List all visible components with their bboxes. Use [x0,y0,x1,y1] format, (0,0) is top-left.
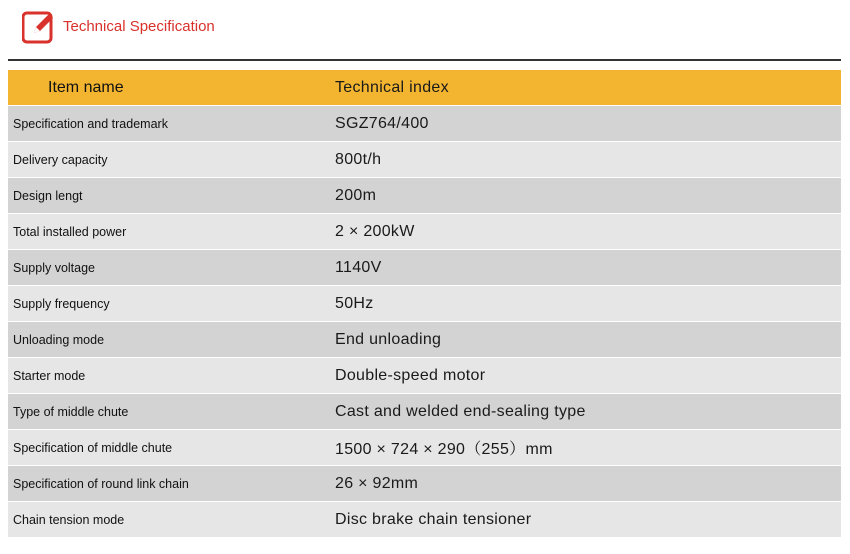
item-name-cell: Specification of middle chute [13,440,173,455]
technical-index-cell: 200m [335,186,377,204]
technical-index-cell: End unloading [335,330,442,348]
technical-index-cell: 26 × 92mm [335,474,419,492]
technical-index-cell: 50Hz [335,294,374,312]
technical-index-cell: Cast and welded end-sealing type [335,402,586,420]
header-divider [8,59,841,61]
column-header-item: Item name [48,78,124,96]
table-row [8,430,841,466]
table-row [8,394,841,430]
item-name-cell: Delivery capacity [13,152,108,167]
technical-index-cell: 1140V [335,258,382,276]
table-row [8,286,841,322]
item-name-cell: Type of middle chute [13,404,129,419]
table-row [8,178,841,214]
item-name-cell: Specification of round link chain [13,476,189,491]
item-name-cell: Total installed power [13,224,127,239]
item-name-cell: Supply voltage [13,260,96,275]
table-row [8,106,841,142]
item-name-cell: Unloading mode [13,332,105,347]
technical-index-cell: SGZ764/400 [335,114,429,132]
table-row [8,142,841,178]
spec-table [8,70,841,538]
technical-index-cell: 800t/h [335,150,382,168]
item-name-cell: Starter mode [13,368,86,383]
page-title: Technical Specification [63,18,215,35]
column-header-value: Technical index [335,78,449,96]
technical-index-cell: 1500 × 724 × 290（255）mm [335,441,553,458]
technical-index-cell: Disc brake chain tensioner [335,510,532,528]
table-row [8,250,841,286]
item-name-cell: Specification and trademark [13,116,168,131]
page-header [0,0,850,60]
item-name-cell: Chain tension mode [13,512,125,527]
edit-icon [22,10,56,44]
table-row [8,214,841,250]
technical-index-cell: 2 × 200kW [335,222,415,240]
table-header-row [8,70,841,106]
table-row [8,502,841,538]
item-name-cell: Supply frequency [13,296,110,311]
table-row [8,358,841,394]
technical-index-cell: Double-speed motor [335,366,486,384]
item-name-cell: Design lengt [13,188,83,203]
table-row [8,466,841,502]
table-row [8,322,841,358]
